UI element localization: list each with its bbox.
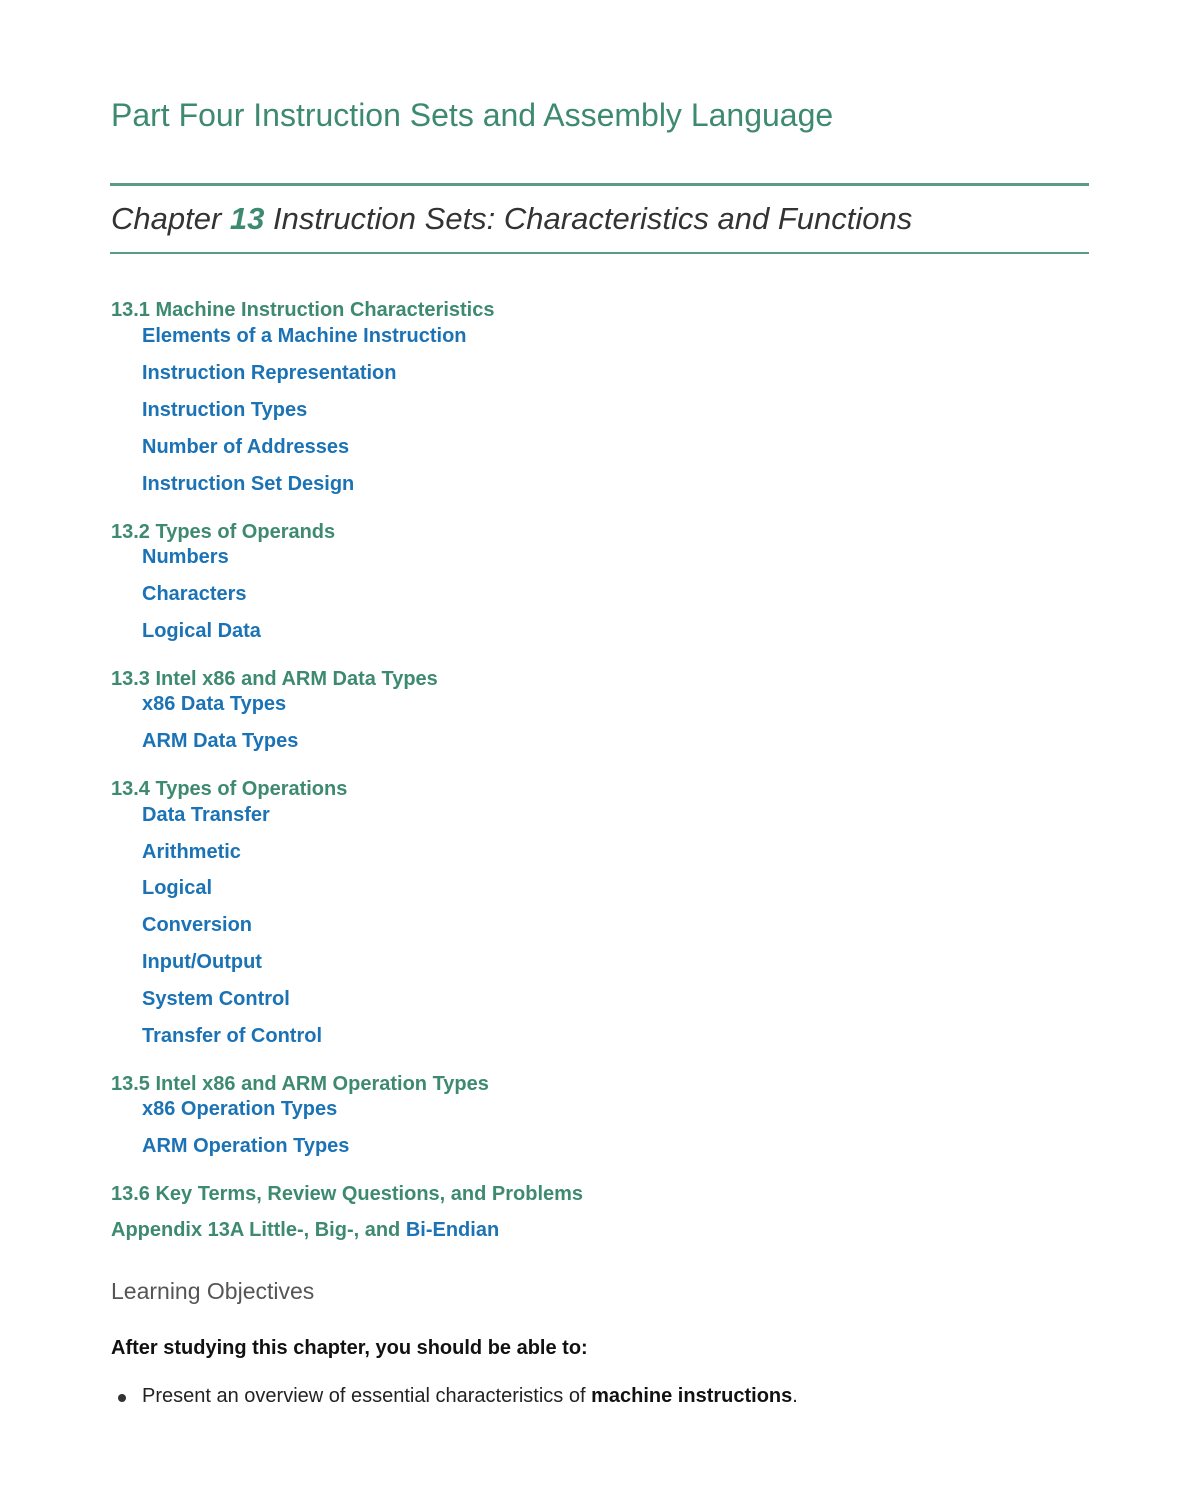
appendix-link[interactable]: Bi-Endian	[405, 1219, 500, 1241]
toc-item[interactable]: Arithmetic	[142, 841, 241, 863]
toc-item[interactable]: Instruction Representation	[142, 362, 397, 384]
toc-section-13-2[interactable]: 13.2 Types of Operands	[111, 521, 336, 543]
toc-item[interactable]: Instruction Types	[142, 399, 308, 421]
toc-section-13-1[interactable]: 13.1 Machine Instruction Characteristics	[111, 299, 495, 321]
toc-appendix-13a[interactable]	[111, 1218, 499, 1242]
objective-item	[142, 1384, 798, 1408]
top-rule	[110, 183, 1089, 186]
toc-item[interactable]: Transfer of Control	[142, 1025, 323, 1047]
toc-section-13-3[interactable]: 13.3 Intel x86 and ARM Data Types	[111, 668, 438, 690]
toc-item[interactable]: Data Transfer	[142, 804, 270, 826]
toc-section-13-5[interactable]: 13.5 Intel x86 and ARM Operation Types	[111, 1073, 489, 1095]
toc-item[interactable]: System Control	[142, 988, 290, 1010]
objective-keyword: machine instructions	[591, 1385, 793, 1407]
toc-item[interactable]: ARM Data Types	[142, 730, 299, 752]
toc-item[interactable]: ARM Operation Types	[142, 1135, 350, 1157]
part-title: Part Four Instruction Sets and Assembly Language	[111, 97, 834, 133]
chapter-prefix: Chapter	[111, 201, 222, 236]
bottom-rule	[110, 252, 1089, 254]
toc-item[interactable]: Logical	[142, 877, 213, 899]
toc-item[interactable]: Instruction Set Design	[142, 473, 355, 495]
toc-item[interactable]: Elements of a Machine Instruction	[142, 325, 467, 347]
objective-text: Present an overview of essential characteristics of	[142, 1385, 592, 1407]
chapter-name: Instruction Sets: Characteristics and Functions	[273, 201, 913, 236]
appendix-title: Appendix 13A Little-, Big-, and	[111, 1219, 406, 1241]
toc-item[interactable]: Numbers	[142, 546, 229, 568]
toc-item[interactable]: Conversion	[142, 914, 253, 936]
bullet-icon	[118, 1394, 126, 1402]
toc-item[interactable]: Number of Addresses	[142, 436, 350, 458]
toc-item[interactable]: x86 Operation Types	[142, 1098, 338, 1120]
toc-item[interactable]: Characters	[142, 583, 247, 605]
chapter-title	[111, 200, 912, 238]
toc-item[interactable]: x86 Data Types	[142, 693, 287, 715]
toc-item[interactable]: Logical Data	[142, 620, 261, 642]
learning-objectives-intro: After studying this chapter, you should be able to:	[111, 1337, 588, 1359]
objective-end: .	[792, 1385, 798, 1407]
chapter-number: 13	[229, 201, 265, 236]
toc-section-13-6[interactable]: 13.6 Key Terms, Review Questions, and Problems	[111, 1183, 584, 1205]
toc-section-13-4[interactable]: 13.4 Types of Operations	[111, 778, 348, 800]
toc-item[interactable]: Input/Output	[142, 951, 262, 973]
learning-objectives-heading: Learning Objectives	[111, 1278, 315, 1304]
